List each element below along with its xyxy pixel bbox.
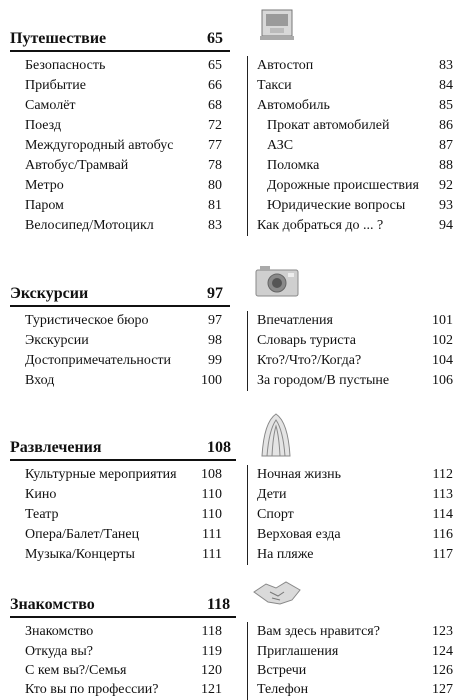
opera-house-icon — [256, 412, 296, 463]
toc-entry[interactable]: Автобус/Трамвай 78 — [25, 158, 222, 173]
section-page-number: 65 — [207, 30, 223, 47]
toc-entry[interactable]: За городом/В пустыне 106 — [257, 373, 453, 388]
section-rule — [10, 459, 236, 461]
toc-entry[interactable]: Ночная жизнь 112 — [257, 467, 453, 482]
toc-entry[interactable]: Такси 84 — [257, 78, 453, 93]
toc-entry[interactable]: Междугородный автобус 77 — [25, 138, 222, 153]
column-divider — [247, 622, 248, 700]
toc-entry[interactable]: Музыка/Концерты 111 — [25, 547, 222, 562]
section-page-number: 108 — [207, 439, 231, 456]
toc-entry[interactable]: Вход 100 — [25, 373, 222, 388]
toc-entry[interactable]: Автостоп 83 — [257, 58, 453, 73]
toc-entry[interactable]: Приглашения 124 — [257, 644, 453, 659]
toc-entry[interactable]: Знакомство 118 — [25, 624, 222, 639]
section-page-number: 118 — [207, 596, 231, 613]
section-title: Путешествие — [10, 30, 107, 47]
toc-entry[interactable]: Спорт 114 — [257, 507, 453, 522]
toc-entry[interactable]: Прибытие 66 — [25, 78, 222, 93]
toc-entry[interactable]: Туристическое бюро 97 — [25, 313, 222, 328]
toc-entry[interactable]: Словарь туриста 102 — [257, 333, 453, 348]
toc-entry[interactable]: Дети 113 — [257, 487, 453, 502]
toc-subentry[interactable]: АЗС 87 — [267, 138, 453, 153]
toc-subentry[interactable]: Поломка 88 — [267, 158, 453, 173]
section-title: Экскурсии — [10, 285, 89, 302]
column-divider — [247, 56, 248, 236]
toc-entry[interactable]: Поезд 72 — [25, 118, 222, 133]
toc-entry[interactable]: Безопасность 65 — [25, 58, 222, 73]
toc-entry[interactable]: Метро 80 — [25, 178, 222, 193]
ticket-machine-icon — [258, 6, 296, 47]
toc-entry[interactable]: Культурные мероприятия 108 — [25, 467, 222, 482]
section-rule — [10, 616, 236, 618]
toc-subentry[interactable]: Юридические вопросы 93 — [267, 198, 453, 213]
toc-subentry[interactable]: Дорожные происшествия 92 — [267, 178, 453, 193]
toc-entry[interactable]: Театр 110 — [25, 507, 222, 522]
camera-icon — [254, 264, 300, 303]
section-page-number: 97 — [207, 285, 223, 302]
handshake-icon — [252, 572, 302, 615]
toc-entry[interactable]: Откуда вы? 119 — [25, 644, 222, 659]
toc-entry[interactable]: Впечатления 101 — [257, 313, 453, 328]
section-rule — [10, 50, 230, 52]
toc-entry[interactable]: Кто?/Что?/Когда? 104 — [257, 353, 453, 368]
toc-entry[interactable]: Встречи 126 — [257, 663, 453, 678]
toc-entry[interactable]: Как добраться до ... ? 94 — [257, 218, 453, 233]
section-title: Знакомство — [10, 596, 95, 613]
toc-entry[interactable]: Вам здесь нравится? 123 — [257, 624, 453, 639]
section-title: Развлечения — [10, 439, 102, 456]
toc-entry[interactable]: Паром 81 — [25, 198, 222, 213]
toc-entry[interactable]: Достопримечательности 99 — [25, 353, 222, 368]
column-divider — [247, 465, 248, 565]
toc-entry[interactable]: Велосипед/Мотоцикл 83 — [25, 218, 222, 233]
toc-subentry[interactable]: Прокат автомобилей 86 — [267, 118, 453, 133]
toc-entry[interactable]: Автомобиль 85 — [257, 98, 453, 113]
toc-entry[interactable]: Опера/Балет/Танец 111 — [25, 527, 222, 542]
toc-entry[interactable]: С кем вы?/Семья 120 — [25, 663, 222, 678]
toc-entry[interactable]: Верховая езда 116 — [257, 527, 453, 542]
toc-entry[interactable]: Самолёт 68 — [25, 98, 222, 113]
toc-entry[interactable]: Телефон 127 — [257, 682, 453, 697]
toc-entry[interactable]: Экскурсии 98 — [25, 333, 222, 348]
column-divider — [247, 311, 248, 391]
toc-entry[interactable]: На пляже 117 — [257, 547, 453, 562]
toc-entry[interactable]: Кино 110 — [25, 487, 222, 502]
toc-entry[interactable]: Кто вы по профессии? 121 — [25, 682, 222, 697]
section-rule — [10, 305, 230, 307]
